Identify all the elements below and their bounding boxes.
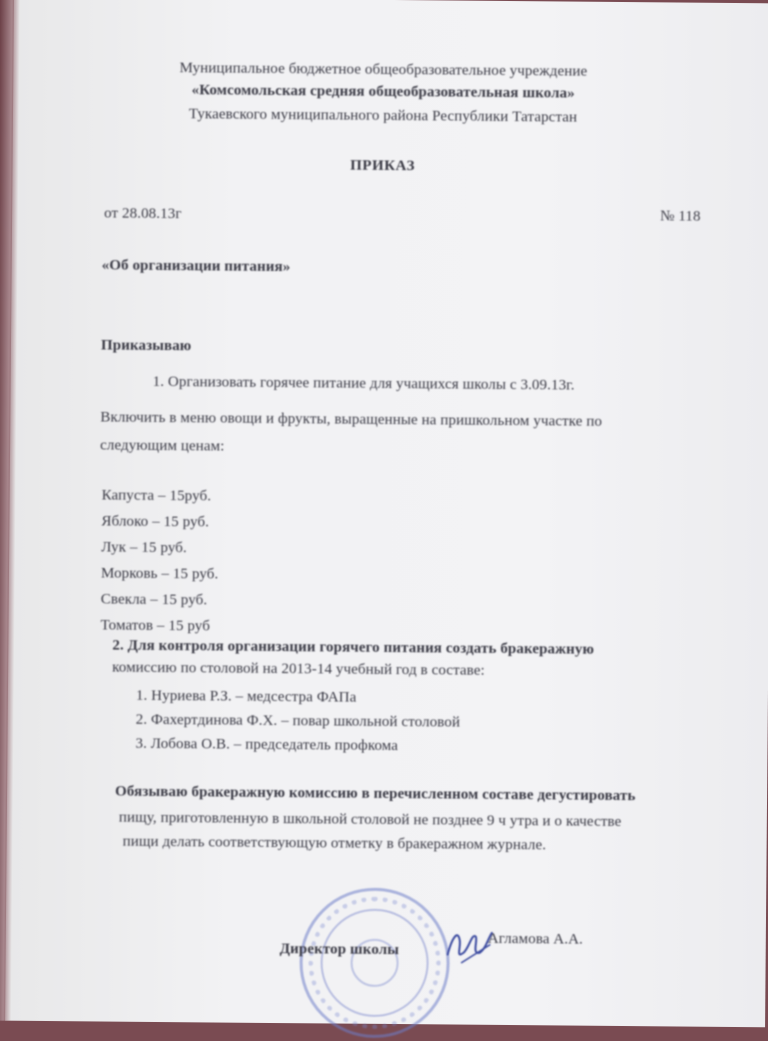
signoff-name: Агламова А.А. xyxy=(487,930,584,948)
item1-line3: следующим ценам: xyxy=(100,437,225,455)
price-item: Свекла – 15 руб. xyxy=(100,591,208,609)
item1-line2: Включить в меню овощи и фрукты, выращенные на пришкольном участке по xyxy=(100,409,603,430)
commission-member: 1. Нуриева Р.З. – медсестра ФАПа xyxy=(135,687,357,706)
closing-line-2: пищу, приготовленную в школьной столовой не позднее 9 ч утра и о качестве xyxy=(118,809,622,831)
order-subject: «Об организации питания» xyxy=(101,257,291,276)
order-date: от 28.08.13г xyxy=(104,205,182,223)
price-item: Капуста – 15руб. xyxy=(101,487,212,505)
price-item: Томатов – 15 руб xyxy=(100,617,211,635)
closing-line-3: пищи делать соответствующую отметку в бракеражном журнале. xyxy=(122,833,547,854)
price-item: Морковь – 15 руб. xyxy=(100,565,219,583)
order-number: № 118 xyxy=(660,208,701,225)
document-page xyxy=(5,0,768,1027)
price-item: Яблоко – 15 руб. xyxy=(101,513,210,531)
document-title: ПРИКАЗ xyxy=(350,157,415,175)
item2-line2: комиссию по столовой на 2013-14 учебный год в составе: xyxy=(112,659,485,679)
school-seal xyxy=(299,887,450,1038)
header-line-2: «Комсомольская средняя общеобразовательная школа» xyxy=(191,82,575,102)
commission-member: 2. Фахертдинова Ф.Х. – повар школьной столовой xyxy=(135,711,461,731)
header-line-1: Муниципальное бюджетное общеобразовательное учреждение xyxy=(179,60,588,80)
closing-line-1: Обязываю бракеражную комиссию в перечисленном составе дегустировать xyxy=(115,783,636,805)
item1-line1: 1. Организовать горячее питание для учащихся школы с 3.09.13г. xyxy=(152,373,575,394)
item2-line1: 2. Для контроля организации горячего питания создать бракеражную xyxy=(112,637,595,658)
header-line-3: Тукаевского муниципального района Республики Татарстан xyxy=(188,106,578,126)
price-item: Лук – 15 руб. xyxy=(101,539,187,557)
signoff-position: Директор школы xyxy=(279,941,400,959)
commission-member: 3. Лобова О.В. – председатель профкома xyxy=(135,735,399,755)
order-word: Приказываю xyxy=(100,337,192,355)
